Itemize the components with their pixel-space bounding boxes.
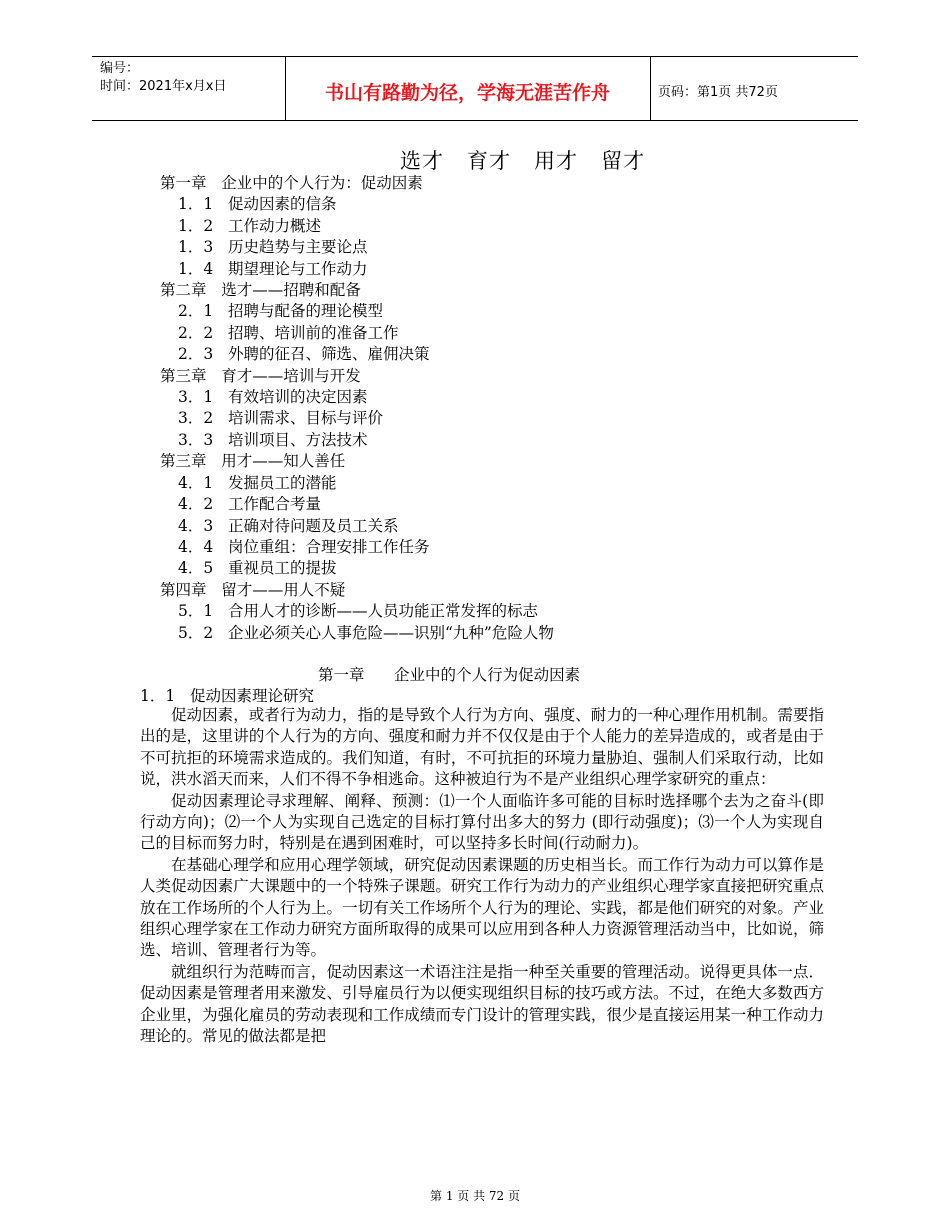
footer-page-number: 第 1 页 共 72 页 (430, 1189, 520, 1203)
body-paragraph: 在基础心理学和应用心理学领域，研究促动因素课题的历史相当长。而工作行为动力可以算作是人类促动因素广大课题中的一个特殊子课题。研究工作行为动力的产业组织心理学家直接把研究重点放在工作场所的个人行为上。一切有关工作场所个人行为的理论、实践，都是他们研究的对象。产业组织心理学家在工作动力研究方面所取得的成果可以应用到各种人力资源管理活动当中，比如说，筛选、培训、管理者行为等。 (140, 855, 824, 960)
header-page-info: 页码：第1页 共72页 (658, 85, 778, 100)
toc-section-item: 2．1 招聘与配备的理论模型 (178, 302, 384, 321)
header-motto: 书山有路勤为径，学海无涯苦作舟 (324, 82, 610, 104)
toc-section-item: 1．2 工作动力概述 (178, 216, 322, 235)
document-title: 选才 育才 用才 留才 (400, 149, 646, 173)
header-meta (100, 60, 226, 96)
section-heading: 1．1 促动因素理论研究 (140, 687, 315, 705)
header-number-label: 编号： (100, 61, 140, 76)
toc-section-item: 2．3 外聘的征召、筛选、雇佣决策 (178, 345, 430, 364)
table-of-contents (160, 173, 554, 644)
header-divider-right (650, 56, 651, 121)
toc-section-item: 1．4 期望理论与工作动力 (178, 259, 368, 278)
toc-section-item: 4．1 发掘员工的潜能 (178, 473, 337, 492)
toc-section-item: 3．1 有效培训的决定因素 (178, 388, 368, 407)
toc-chapter-item: 第四章 留才——用人不疑 (160, 580, 346, 599)
body-text (140, 705, 824, 1048)
header-bottom-rule (92, 120, 858, 121)
toc-chapter-item: 第二章 选才——招聘和配备 (160, 281, 361, 300)
toc-section-item: 4．4 岗位重组：合理安排工作任务 (178, 537, 430, 556)
body-paragraph: 就组织行为范畴而言，促动因素这一术语注注是指一种至关重要的管理活动。说得更具体一点．促动因素是管理者用来激发、引导雇员行为以便实现组织目标的技巧或方法。不过，在绝大多数西方企业里，为强化雇员的劳动表现和工作成绩而专门设计的管理实践，很少是直接运用某一种工作动力理论的。常见的做法都是把 (140, 962, 824, 1046)
toc-chapter-item: 第三章 用才——知人善任 (160, 452, 346, 471)
toc-section-item: 3．2 培训需求、目标与评价 (178, 409, 384, 428)
header-time-label: 时间：2021年x月x日 (100, 79, 227, 94)
header-top-rule (92, 56, 858, 57)
toc-section-item: 2．2 招聘、培训前的准备工作 (178, 323, 399, 342)
toc-section-item: 4．2 工作配合考量 (178, 495, 322, 514)
chapter-heading: 第一章 企业中的个人行为促动因素 (318, 666, 581, 684)
toc-section-item: 3．3 培训项目、方法技术 (178, 430, 368, 449)
body-paragraph: 促动因素，或者行为动力，指的是导致个人行为方向、强度、耐力的一种心理作用机制。需要指出的是，这里讲的个人行为的方向、强度和耐力并不仅仅是由于个人能力的差异造成的，或者是由于不可抗拒的环境需求造成的。我们知道，有时，不可抗拒的环境力量胁迫、强制人们采取行动，比如说，洪水滔天而来，人们不得不争相逃命。这种被迫行为不是产业组织心理学家研究的重点： (140, 706, 824, 789)
toc-section-item: 1．1 促动因素的信条 (178, 195, 337, 214)
toc-section-item: 5．2 企业必须关心人事危险——识别“九种”危险人物 (178, 623, 554, 642)
toc-chapter-item: 第三章 育才——培训与开发 (160, 366, 361, 385)
toc-section-item: 4．5 重视员工的提拔 (178, 559, 337, 578)
toc-section-item: 1．3 历史趋势与主要论点 (178, 238, 368, 257)
body-paragraph: 促动因素理论寻求理解、阐释、预测：⑴一个人面临许多可能的目标时选择哪个去为之奋斗(即行动方向)；⑵一个人为实现自己选定的目标打算付出多大的努力 (即行动强度)；⑶一个人为实现自己的目标而努力时，特别是在遇到困难时，可以坚持多长时间(行动耐力)。 (140, 791, 824, 853)
toc-chapter-item: 第一章 企业中的个人行为：促动因素 (160, 174, 423, 192)
toc-section-item: 5．1 合用人才的诊断——人员功能正常发挥的标志 (178, 602, 539, 621)
toc-section-item: 4．3 正确对待问题及员工关系 (178, 516, 399, 535)
